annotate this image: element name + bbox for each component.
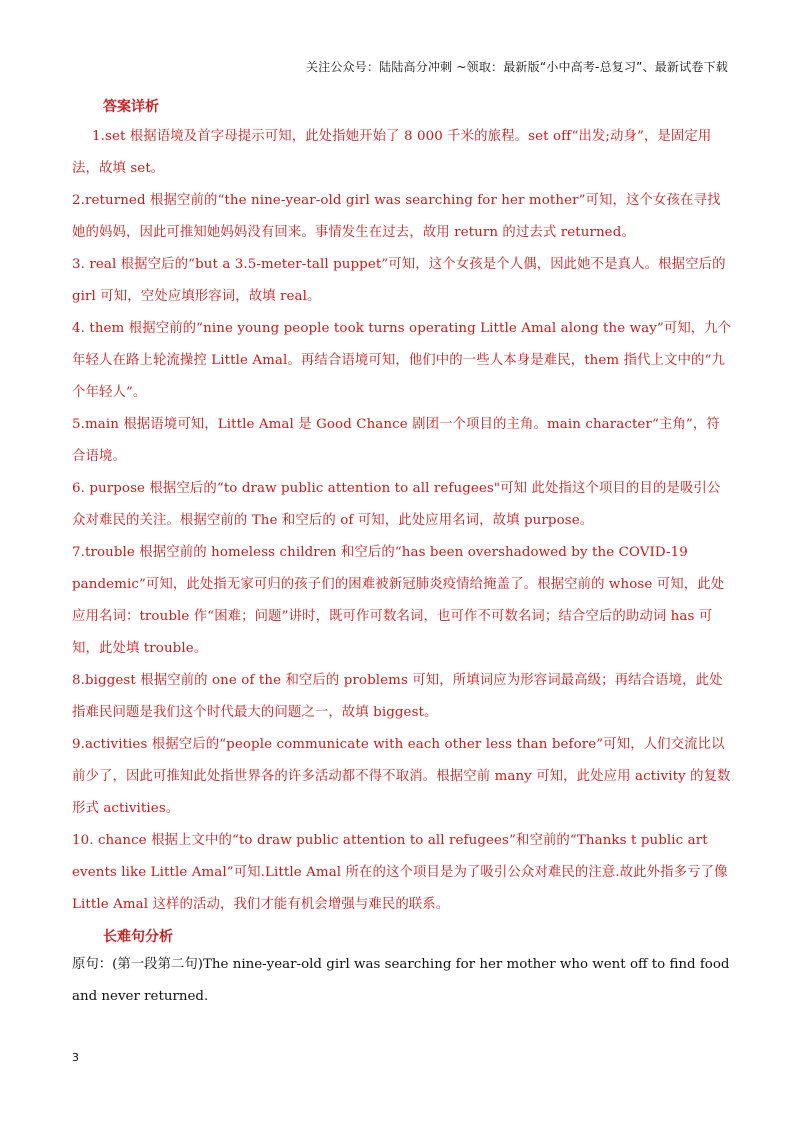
answer-list xyxy=(72,121,732,921)
answer-item-4: 4. them 根据空前的“nine young people took turns operating Little Amal along the way”可知，九个年轻人在路上轮流操控 Little Amal。再结合语境可知，他们中的一些人本身是难民，them 指代上文中的“九个年轻人”。 xyxy=(72,321,732,400)
answer-item-7: 7.trouble 根据空前的 homeless children 和空后的“has been overshadowed by the COVID-19 pandemic”可知，此处指无家可归的孩子们的困难被新冠肺炎疫情给掩盖了。根据空前的 whose 可知，此处应用名词：trouble 作“困难；问题”讲时，既可作可数名词，也可作不可数名词；结合空后的助动词 has 可知，此处填 trouble。 xyxy=(72,545,725,656)
answer-item-2: 2.returned 根据空前的“the nine-year-old girl was searching for her mother”可知，这个女孩在寻找她的妈妈，因此可推知她妈妈没有回来。事情发生在过去，故用 return 的过去式 returned。 xyxy=(72,193,721,240)
answer-item-10: 10. chance 根据上文中的“to draw public attention to all refugees”和空前的“Thanks t public art events like Little Amal”可知.Little Amal 所在的这个项目是为了吸引公众对难民的注意.故此外指多亏了像 Little Amal 这样的活动，我们才能有机会增强与难民的联系。 xyxy=(72,833,728,912)
answer-item-1: 1.set 根据语境及首字母提示可知，此处指她开始了 8 000 千米的旅程。set off“出发;动身”，是固定用法，故填 set。 xyxy=(72,129,712,176)
answer-section-title: 答案详析 xyxy=(103,99,159,115)
original-sentence: 原句：(第一段第二句)The nine-year-old girl was searching for her mother who went off to find food and never returned. xyxy=(72,957,730,1004)
analysis-section-title: 长难句分析 xyxy=(103,929,173,945)
page-number: 3 xyxy=(72,1051,79,1064)
answer-item-3: 3. real 根据空后的“but a 3.5-meter-tall puppet”可知，这个女孩是个人偶，因此她不是真人。根据空后的 girl 可知，空处应填形容词，故填 real。 xyxy=(72,257,726,304)
page-content xyxy=(72,97,732,1013)
page-header: 关注公众号：陆陆高分冲刺 ~领取：最新版“小中高考-总复习”、最新试卷下载 xyxy=(305,60,728,74)
answer-item-8: 8.biggest 根据空前的 one of the 和空后的 problems 可知，所填词应为形容词最高级；再结合语境，此处指难民问题是我们这个时代最大的问题之一，故填 biggest。 xyxy=(72,673,723,720)
answer-item-9: 9.activities 根据空后的“people communicate with each other less than before”可知，人们交流比以前少了，因此可推知此处指世界各的许多活动都不得不取消。根据空前 many 可知，此处应用 activity 的复数形式 activities。 xyxy=(72,737,731,816)
answer-item-5: 5.main 根据语境可知，Little Amal 是 Good Chance 剧团一个项目的主角。main character“主角”，符合语境。 xyxy=(72,417,720,464)
answer-item-6: 6. purpose 根据空后的“to draw public attention to all refugees"可知 此处指这个项目的目的是吸引公众对难民的关注。根据空前的 The 和空后的 of 可知，此处应用名词，故填 purpose。 xyxy=(72,481,721,528)
